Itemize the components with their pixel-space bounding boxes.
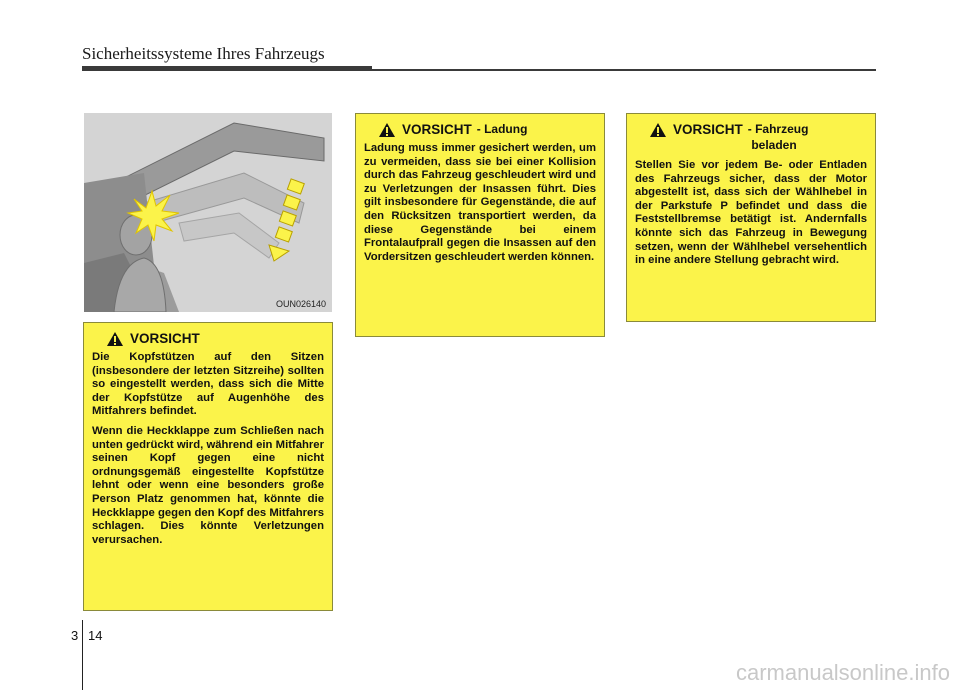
caution-subtitle: - Ladung [476, 122, 528, 136]
caution-paragraph: Stellen Sie vor jedem Be- oder Entladen des Fahrzeugs sicher, dass der Motor abgestellt ist, dass sich der Wählhebel in der Parkstufe P befindet und dass die Feststellbremse betätigt ist. Andernfalls könnte sich das Fahrzeug in Bewegung setzen, wenn der Wählhebel versehentlich in eine andere Stellung gebracht wird. [635, 159, 867, 267]
caution-header [92, 331, 324, 347]
page-header-title: Sicherheitssysteme Ihres Fahrzeugs [82, 44, 325, 63]
footer-rule [82, 620, 83, 690]
caution-paragraph: Wenn die Heckklappe zum Schließen nach unten gedrückt wird, während ein Mitfahrer seinen Kopf gegen eine nicht ordnungsgemäß eingestellte Kopfstütze lehnt oder wenn eine besonders große Person Platz genommen hat, könnte die Heckklappe gegen den Kopf des Mitfahrers schlagen. Dies könnte Verletzungen verursachen. [92, 424, 324, 546]
header-rule-thin [372, 69, 876, 71]
caution-header [635, 122, 867, 138]
tailgate-headrest-drawing [84, 113, 332, 312]
caution-title: VORSICHT [130, 331, 200, 346]
header-rule-thick [82, 66, 372, 71]
watermark: carmanualsonline.info [735, 660, 950, 685]
warning-triangle-icon [378, 122, 396, 138]
caution-header [364, 122, 596, 138]
caution-paragraph: Ladung muss immer gesichert werden, um zu vermeiden, dass sie bei einer Kollision durch das Fahrzeug geschleudert wird und zu Verletzungen der Insassen führt. Dies gilt insbesondere für Gegenstände, die auf den Rücksitzen transportiert werden, da diese Gegenstände bei einem Frontalaufprall gegen die Insassen auf den Vordersitzen geschleudert werden können. [364, 142, 596, 263]
caution-headrest [83, 322, 333, 611]
warning-triangle-icon [106, 331, 124, 347]
headrest-illustration [84, 113, 332, 312]
chapter-number: 3 [71, 628, 79, 643]
caution-loading [626, 113, 876, 322]
caution-paragraph: Die Kopfstützen auf den Sitzen (insbesondere der letzten Sitzreihe) sollten so eingestellt werden, dass sich die Mitte der Kopfstütze auf Augenhöhe des Mitfahrers befindet. [92, 351, 324, 418]
caution-cargo [355, 113, 605, 337]
caution-title: VORSICHT [673, 122, 743, 137]
illustration-code: OUN026140 [275, 299, 326, 309]
page-number: 14 [88, 628, 103, 643]
caution-subtitle: - Fahrzeug [747, 122, 809, 136]
warning-triangle-icon [649, 122, 667, 138]
caution-subtitle-line2: beladen [751, 138, 797, 152]
caution-title: VORSICHT [402, 122, 472, 137]
